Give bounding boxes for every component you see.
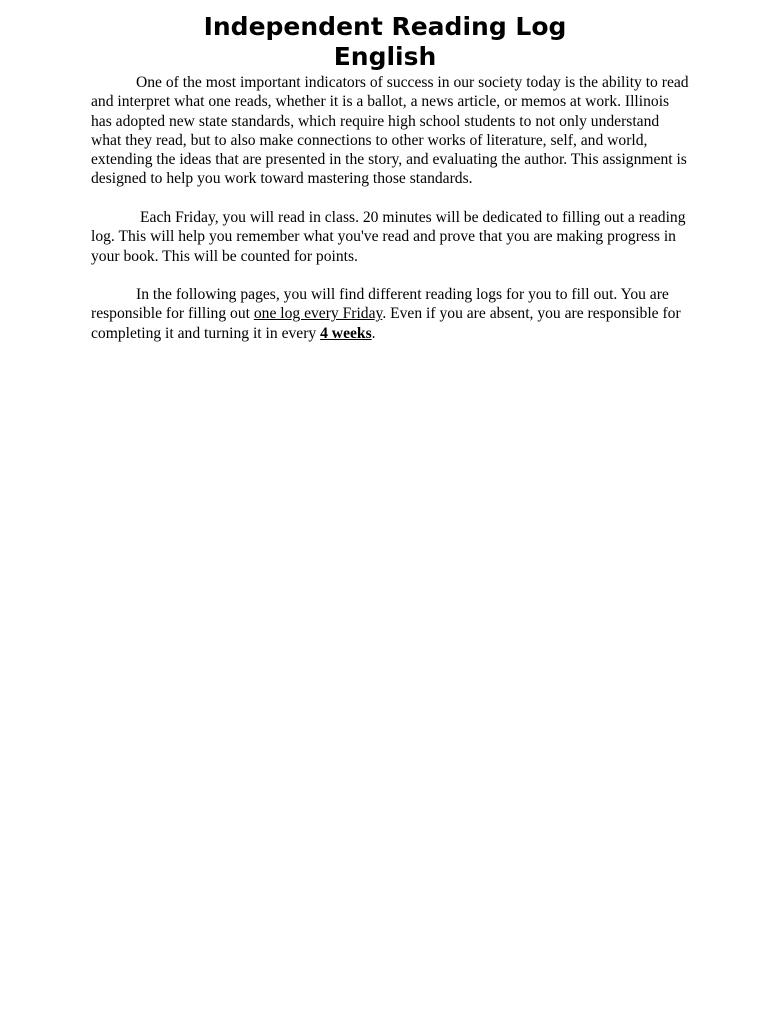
underlined-requirement: one log every Friday: [253, 305, 383, 323]
responsibility-paragraph: [91, 285, 691, 343]
document-subtitle: English: [333, 42, 437, 71]
bold-underlined-deadline: 4 weeks: [320, 324, 372, 342]
responsibility-text-part2: . Even if you are absent, you are responsible for completing it and turning it in every: [91, 305, 681, 342]
intro-paragraph: [91, 73, 691, 189]
friday-paragraph: [91, 208, 691, 266]
friday-paragraph-text: Each Friday, you will read in class. 20 minutes will be dedicated to filling out a reading log. This will help you remember what you've read and prove that you are making progress in your book. This will be counted for points.: [91, 209, 686, 265]
responsibility-text-part1: In the following pages, you will find different reading logs for you to fill out. You are responsible for filling out: [91, 286, 669, 323]
document-title: Independent Reading Log: [203, 12, 567, 41]
responsibility-text-part3: .: [371, 324, 376, 342]
intro-paragraph-text: One of the most important indicators of success in our society today is the ability to read and interpret what one reads, whether it is a ballot, a news article, or memos at work. Illinois has adopted new state standards, which require high school students to not only understand what they read, but to also make connections to other works of literature, self, and world, extending the ideas that are presented in the story, and evaluating the author. This assignment is designed to help you work toward mastering those standards.: [91, 74, 689, 188]
